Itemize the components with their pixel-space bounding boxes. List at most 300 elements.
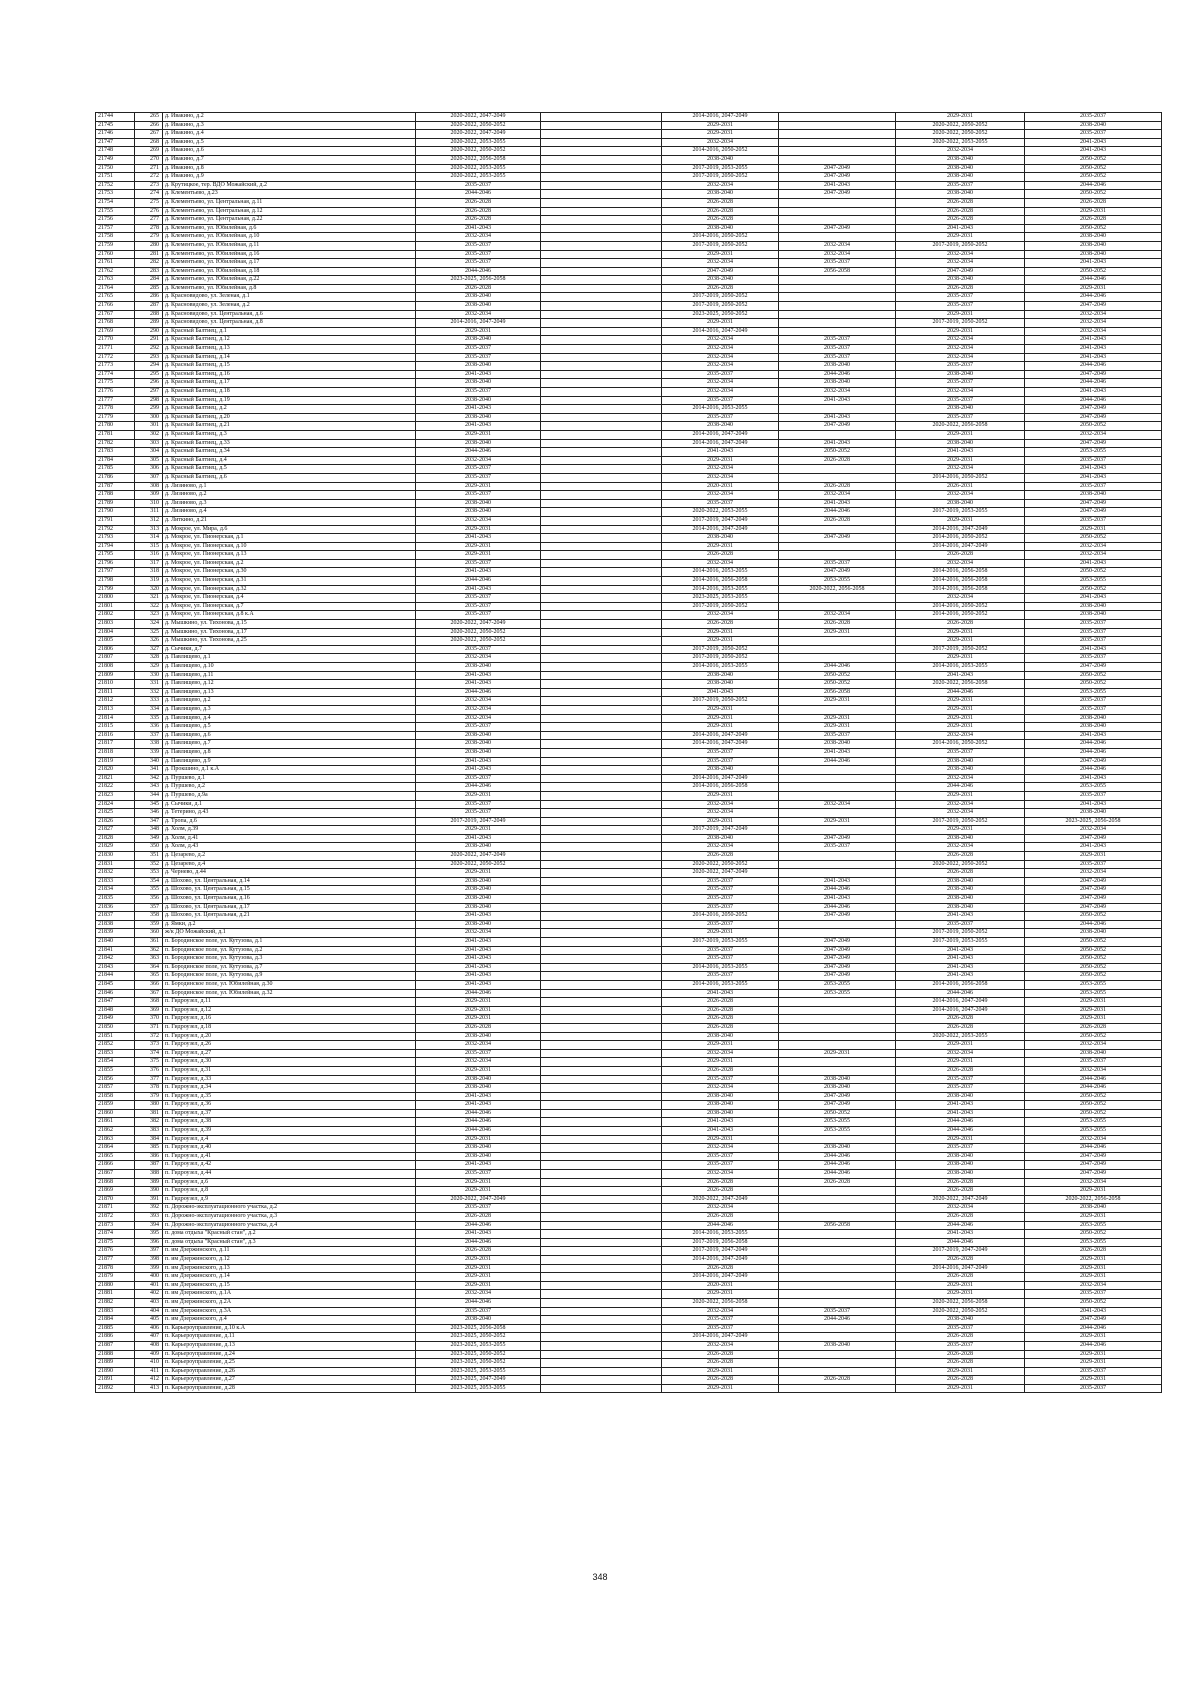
- period-3-cell: 2026-2028: [662, 216, 779, 225]
- period-1-cell: 2029-2031: [416, 551, 541, 560]
- table-row: [96, 1084, 1162, 1093]
- period-6-cell: 2032-2034: [1025, 310, 1162, 319]
- period-5-cell: 2035-2037: [896, 302, 1025, 311]
- period-2-cell: [541, 620, 662, 629]
- period-2-cell: [541, 963, 662, 972]
- address-cell: п. Дорожно-эксплуатационного участка, д.4: [163, 1221, 416, 1230]
- row-number-cell: 320: [135, 585, 163, 594]
- row-number-cell: 283: [135, 267, 163, 276]
- table-row: [96, 267, 1162, 276]
- address-cell: д. Мокрое, ул. Пионерская, д.10: [163, 542, 416, 551]
- period-6-cell: 2023-2025, 2056-2058: [1025, 817, 1162, 826]
- period-1-cell: 2029-2031: [416, 791, 541, 800]
- period-2-cell: [541, 1144, 662, 1153]
- row-id-cell: 21859: [96, 1101, 135, 1110]
- row-number-cell: 362: [135, 946, 163, 955]
- row-number-cell: 339: [135, 748, 163, 757]
- period-1-cell: 2044-2046: [416, 1118, 541, 1127]
- period-2-cell: [541, 164, 662, 173]
- period-4-cell: 2047-2049: [779, 955, 896, 964]
- period-2-cell: [541, 766, 662, 775]
- row-id-cell: 21830: [96, 852, 135, 861]
- period-2-cell: [541, 259, 662, 268]
- period-5-cell: 2032-2034: [896, 594, 1025, 603]
- period-5-cell: 2044-2046: [896, 989, 1025, 998]
- period-1-cell: 2038-2040: [416, 663, 541, 672]
- period-1-cell: 2044-2046: [416, 267, 541, 276]
- table-row: [96, 319, 1162, 328]
- period-3-cell: 2029-2031: [662, 714, 779, 723]
- table-row: [96, 525, 1162, 534]
- table-row: [96, 568, 1162, 577]
- period-4-cell: 2026-2028: [779, 456, 896, 465]
- period-2-cell: [541, 1324, 662, 1333]
- address-cell: д. Чернево, д.44: [163, 869, 416, 878]
- period-3-cell: 2017-2019, 2050-2052: [662, 654, 779, 663]
- row-id-cell: 21890: [96, 1367, 135, 1376]
- address-cell: д. Шохово, ул. Центральная, д.17: [163, 903, 416, 912]
- row-number-cell: 365: [135, 972, 163, 981]
- table-row: [96, 396, 1162, 405]
- period-6-cell: 2035-2037: [1025, 1384, 1162, 1393]
- period-3-cell: 2014-2016, 2050-2052: [662, 233, 779, 242]
- row-id-cell: 21781: [96, 430, 135, 439]
- address-cell: д. Тетерино, д.43: [163, 809, 416, 818]
- row-number-cell: 345: [135, 800, 163, 809]
- table-row: [96, 886, 1162, 895]
- period-4-cell: [779, 1204, 896, 1213]
- period-1-cell: 2041-2043: [416, 671, 541, 680]
- period-4-cell: 2038-2040: [779, 1075, 896, 1084]
- period-6-cell: 2050-2052: [1025, 422, 1162, 431]
- row-number-cell: 370: [135, 1015, 163, 1024]
- row-id-cell: 21764: [96, 284, 135, 293]
- row-number-cell: 331: [135, 680, 163, 689]
- period-3-cell: 2029-2031: [662, 130, 779, 139]
- row-number-cell: 387: [135, 1161, 163, 1170]
- period-5-cell: 2041-2043: [896, 912, 1025, 921]
- period-2-cell: [541, 577, 662, 586]
- period-1-cell: 2035-2037: [416, 250, 541, 259]
- period-3-cell: 2026-2028: [662, 1187, 779, 1196]
- period-6-cell: 2053-2055: [1025, 448, 1162, 457]
- period-1-cell: 2029-2031: [416, 1015, 541, 1024]
- period-4-cell: 2047-2049: [779, 190, 896, 199]
- period-5-cell: 2035-2037: [896, 413, 1025, 422]
- period-1-cell: 2038-2040: [416, 748, 541, 757]
- period-1-cell: 2041-2043: [416, 946, 541, 955]
- period-5-cell: 2029-2031: [896, 430, 1025, 439]
- period-2-cell: [541, 353, 662, 362]
- period-3-cell: 2029-2031: [662, 705, 779, 714]
- period-6-cell: 2038-2040: [1025, 1204, 1162, 1213]
- row-id-cell: 21754: [96, 198, 135, 207]
- period-6-cell: 2050-2052: [1025, 568, 1162, 577]
- period-1-cell: 2029-2031: [416, 525, 541, 534]
- period-3-cell: 2032-2034: [662, 1049, 779, 1058]
- row-id-cell: 21810: [96, 680, 135, 689]
- period-6-cell: 2053-2055: [1025, 688, 1162, 697]
- period-5-cell: 2035-2037: [896, 920, 1025, 929]
- table-row: [96, 207, 1162, 216]
- address-cell: п. Бородинское поле, ул. Юбилейная, д.32: [163, 989, 416, 998]
- period-1-cell: 2023-2025, 2050-2052: [416, 1359, 541, 1368]
- period-4-cell: [779, 293, 896, 302]
- period-1-cell: 2041-2043: [416, 370, 541, 379]
- row-id-cell: 21813: [96, 705, 135, 714]
- period-3-cell: 2035-2037: [662, 1152, 779, 1161]
- row-number-cell: 404: [135, 1307, 163, 1316]
- period-4-cell: 2026-2028: [779, 516, 896, 525]
- period-3-cell: 2020-2031: [662, 482, 779, 491]
- period-5-cell: 2017-2019, 2053-2055: [896, 938, 1025, 947]
- period-4-cell: 2047-2049: [779, 912, 896, 921]
- period-1-cell: 2032-2034: [416, 697, 541, 706]
- period-6-cell: 2044-2046: [1025, 1324, 1162, 1333]
- period-6-cell: 2038-2040: [1025, 714, 1162, 723]
- period-6-cell: 2050-2052: [1025, 1101, 1162, 1110]
- table-row: [96, 1307, 1162, 1316]
- address-cell: д. Красный Балтиец, д.21: [163, 422, 416, 431]
- period-1-cell: 2044-2046: [416, 1109, 541, 1118]
- period-4-cell: [779, 302, 896, 311]
- period-1-cell: 2035-2037: [416, 594, 541, 603]
- row-number-cell: 386: [135, 1152, 163, 1161]
- period-4-cell: 2035-2037: [779, 353, 896, 362]
- period-3-cell: 2032-2034: [662, 379, 779, 388]
- period-1-cell: 2038-2040: [416, 499, 541, 508]
- table-row: [96, 310, 1162, 319]
- period-2-cell: [541, 491, 662, 500]
- address-cell: д. Ивакино, д.2: [163, 113, 416, 122]
- period-1-cell: 2026-2028: [416, 216, 541, 225]
- period-4-cell: 2053-2055: [779, 1118, 896, 1127]
- period-6-cell: 2041-2043: [1025, 138, 1162, 147]
- row-id-cell: 21858: [96, 1092, 135, 1101]
- period-5-cell: 2026-2028: [896, 1066, 1025, 1075]
- period-3-cell: 2026-2028: [662, 1264, 779, 1273]
- period-6-cell: 2029-2031: [1025, 1255, 1162, 1264]
- period-1-cell: 2038-2040: [416, 293, 541, 302]
- address-cell: п. им Дзержинского, д.1А: [163, 1290, 416, 1299]
- period-5-cell: 2014-2016, 2056-2058: [896, 980, 1025, 989]
- period-4-cell: 2038-2040: [779, 1084, 896, 1093]
- period-6-cell: 2038-2040: [1025, 809, 1162, 818]
- period-2-cell: [541, 860, 662, 869]
- row-number-cell: 400: [135, 1273, 163, 1282]
- address-cell: д. Лизиново, д.4: [163, 508, 416, 517]
- row-id-cell: 21805: [96, 637, 135, 646]
- address-cell: д. Красный Балтиец, д.4: [163, 456, 416, 465]
- table-row: [96, 1152, 1162, 1161]
- table-row: [96, 190, 1162, 199]
- period-6-cell: 2029-2031: [1025, 525, 1162, 534]
- address-cell: д. Красный Балтиец, д.5: [163, 465, 416, 474]
- period-1-cell: 2035-2037: [416, 645, 541, 654]
- period-3-cell: 2017-2019, 2047-2049: [662, 1247, 779, 1256]
- table-row: [96, 516, 1162, 525]
- table-row: [96, 671, 1162, 680]
- period-3-cell: 2014-2016, 2047-2049: [662, 1255, 779, 1264]
- row-number-cell: 297: [135, 388, 163, 397]
- period-5-cell: 2014-2016, 2056-2058: [896, 577, 1025, 586]
- address-cell: п. Бородинское поле, ул. Кутузова, д.3: [163, 955, 416, 964]
- period-6-cell: 2020-2022, 2056-2058: [1025, 1195, 1162, 1204]
- address-cell: д. Павлищево, д.6: [163, 731, 416, 740]
- period-6-cell: 2032-2034: [1025, 327, 1162, 336]
- address-cell: п. Гидроузел, д.18: [163, 1023, 416, 1032]
- table-row: [96, 980, 1162, 989]
- period-6-cell: 2035-2037: [1025, 456, 1162, 465]
- row-number-cell: 355: [135, 886, 163, 895]
- period-1-cell: 2041-2043: [416, 963, 541, 972]
- row-number-cell: 296: [135, 379, 163, 388]
- period-5-cell: 2017-2019, 2050-2052: [896, 817, 1025, 826]
- period-4-cell: 2053-2055: [779, 980, 896, 989]
- address-cell: п. Карьероуправление, д.11: [163, 1333, 416, 1342]
- row-number-cell: 407: [135, 1333, 163, 1342]
- period-2-cell: [541, 456, 662, 465]
- period-2-cell: [541, 955, 662, 964]
- period-1-cell: 2020-2022, 2047-2049: [416, 1195, 541, 1204]
- row-number-cell: 397: [135, 1247, 163, 1256]
- period-1-cell: 2017-2019, 2047-2049: [416, 817, 541, 826]
- period-3-cell: 2032-2034: [662, 559, 779, 568]
- period-2-cell: [541, 1316, 662, 1325]
- row-number-cell: 324: [135, 620, 163, 629]
- period-2-cell: [541, 723, 662, 732]
- period-2-cell: [541, 508, 662, 517]
- address-cell: д. Мокрое, ул. Пионерская, д.8 к.А: [163, 611, 416, 620]
- period-6-cell: 2044-2046: [1025, 1341, 1162, 1350]
- row-number-cell: 366: [135, 980, 163, 989]
- table-row: [96, 637, 1162, 646]
- period-4-cell: [779, 602, 896, 611]
- period-4-cell: 2026-2028: [779, 620, 896, 629]
- period-1-cell: 2029-2031: [416, 327, 541, 336]
- period-1-cell: 2032-2034: [416, 705, 541, 714]
- period-3-cell: 2029-2031: [662, 929, 779, 938]
- period-1-cell: 2041-2043: [416, 422, 541, 431]
- period-3-cell: 2017-2019, 2050-2052: [662, 602, 779, 611]
- address-cell: п. дома отдыха "Красный стан", д.2: [163, 1230, 416, 1239]
- address-cell: п. Гидроузел, д.35: [163, 1092, 416, 1101]
- period-5-cell: 2014-2016, 2050-2052: [896, 602, 1025, 611]
- address-cell: п. Гидроузел, д.11: [163, 998, 416, 1007]
- period-4-cell: [779, 1273, 896, 1282]
- address-cell: п. Гидроузел, д.20: [163, 1032, 416, 1041]
- period-5-cell: 2038-2040: [896, 370, 1025, 379]
- row-number-cell: 318: [135, 568, 163, 577]
- table-row: [96, 1170, 1162, 1179]
- row-id-cell: 21795: [96, 551, 135, 560]
- period-2-cell: [541, 645, 662, 654]
- period-3-cell: 2035-2037: [662, 1316, 779, 1325]
- row-number-cell: 385: [135, 1144, 163, 1153]
- period-4-cell: [779, 920, 896, 929]
- address-cell: п. дома отдыха "Красный стан", д.3: [163, 1238, 416, 1247]
- row-id-cell: 21845: [96, 980, 135, 989]
- period-2-cell: [541, 216, 662, 225]
- period-3-cell: 2032-2034: [662, 465, 779, 474]
- period-5-cell: 2017-2019, 2050-2052: [896, 645, 1025, 654]
- period-5-cell: 2020-2022, 2056-2058: [896, 680, 1025, 689]
- row-id-cell: 21775: [96, 379, 135, 388]
- address-cell: д. Павлищево, д.8: [163, 748, 416, 757]
- period-3-cell: 2023-2025, 2053-2055: [662, 594, 779, 603]
- table-row: [96, 1032, 1162, 1041]
- row-number-cell: 301: [135, 422, 163, 431]
- period-4-cell: [779, 852, 896, 861]
- period-5-cell: 2026-2028: [896, 1333, 1025, 1342]
- address-cell: д. Крутицкое, тер. ВДО Можайский, д.2: [163, 181, 416, 190]
- period-2-cell: [541, 886, 662, 895]
- row-id-cell: 21839: [96, 929, 135, 938]
- period-6-cell: 2050-2052: [1025, 534, 1162, 543]
- period-6-cell: 2029-2031: [1025, 1006, 1162, 1015]
- period-1-cell: 2032-2034: [416, 516, 541, 525]
- period-1-cell: 2038-2040: [416, 413, 541, 422]
- period-2-cell: [541, 1281, 662, 1290]
- row-number-cell: 304: [135, 448, 163, 457]
- period-6-cell: 2035-2037: [1025, 637, 1162, 646]
- period-2-cell: [541, 1333, 662, 1342]
- table-row: [96, 645, 1162, 654]
- address-cell: п. Гидроузел, д.16: [163, 1015, 416, 1024]
- period-6-cell: 2047-2049: [1025, 1170, 1162, 1179]
- period-5-cell: 2026-2028: [896, 1376, 1025, 1385]
- period-6-cell: 2047-2049: [1025, 302, 1162, 311]
- table-row: [96, 345, 1162, 354]
- period-6-cell: 2050-2052: [1025, 164, 1162, 173]
- address-cell: п. им Дзержинского, д.3А: [163, 1307, 416, 1316]
- row-number-cell: 314: [135, 534, 163, 543]
- row-id-cell: 21806: [96, 645, 135, 654]
- row-number-cell: 269: [135, 147, 163, 156]
- row-number-cell: 367: [135, 989, 163, 998]
- period-5-cell: 2038-2040: [896, 1152, 1025, 1161]
- table-row: [96, 1023, 1162, 1032]
- row-id-cell: 21752: [96, 181, 135, 190]
- row-id-cell: 21866: [96, 1161, 135, 1170]
- period-5-cell: 2026-2028: [896, 1359, 1025, 1368]
- address-cell: д. Ивакино, д.8: [163, 164, 416, 173]
- period-3-cell: 2014-2016, 2056-2058: [662, 577, 779, 586]
- row-id-cell: 21878: [96, 1264, 135, 1273]
- period-6-cell: 2035-2037: [1025, 791, 1162, 800]
- period-6-cell: 2035-2037: [1025, 697, 1162, 706]
- period-4-cell: [779, 473, 896, 482]
- period-2-cell: [541, 946, 662, 955]
- period-2-cell: [541, 877, 662, 886]
- period-3-cell: 2032-2034: [662, 336, 779, 345]
- row-id-cell: 21865: [96, 1152, 135, 1161]
- period-3-cell: 2017-2019, 2047-2049: [662, 826, 779, 835]
- period-4-cell: [779, 1281, 896, 1290]
- period-5-cell: 2014-2016, 2050-2052: [896, 534, 1025, 543]
- period-5-cell: 2038-2040: [896, 834, 1025, 843]
- period-5-cell: 2029-2031: [896, 1281, 1025, 1290]
- period-5-cell: 2014-2016, 2047-2049: [896, 1006, 1025, 1015]
- table-row: [96, 1247, 1162, 1256]
- table-row: [96, 1109, 1162, 1118]
- period-3-cell: 2014-2016, 2053-2055: [662, 585, 779, 594]
- period-6-cell: 2038-2040: [1025, 723, 1162, 732]
- address-cell: д. Красновидово, ул. Центральная, д.8: [163, 319, 416, 328]
- address-cell: п. Гидроузел, д.12: [163, 1006, 416, 1015]
- period-3-cell: 2038-2040: [662, 1109, 779, 1118]
- table-row: [96, 1092, 1162, 1101]
- period-1-cell: 2035-2037: [416, 1204, 541, 1213]
- period-4-cell: 2029-2031: [779, 723, 896, 732]
- period-2-cell: [541, 1298, 662, 1307]
- period-5-cell: 2029-2031: [896, 1367, 1025, 1376]
- row-id-cell: 21791: [96, 516, 135, 525]
- row-number-cell: 311: [135, 508, 163, 517]
- row-id-cell: 21891: [96, 1376, 135, 1385]
- schedule-table-body: [96, 113, 1162, 1393]
- period-4-cell: [779, 869, 896, 878]
- period-5-cell: 2026-2028: [896, 1255, 1025, 1264]
- period-2-cell: [541, 1049, 662, 1058]
- period-3-cell: 2020-2022, 2050-2052: [662, 860, 779, 869]
- table-row: [96, 628, 1162, 637]
- row-number-cell: 413: [135, 1384, 163, 1393]
- address-cell: п. Гидроузел, д.42: [163, 1161, 416, 1170]
- row-id-cell: 21782: [96, 439, 135, 448]
- row-number-cell: 381: [135, 1109, 163, 1118]
- period-4-cell: 2032-2034: [779, 800, 896, 809]
- table-row: [96, 1341, 1162, 1350]
- table-row: [96, 1298, 1162, 1307]
- address-cell: д. Мокрое, ул. Мира, д.6: [163, 525, 416, 534]
- period-3-cell: 2032-2034: [662, 1204, 779, 1213]
- period-4-cell: 2044-2046: [779, 757, 896, 766]
- row-id-cell: 21797: [96, 568, 135, 577]
- row-id-cell: 21886: [96, 1333, 135, 1342]
- period-3-cell: 2014-2016, 2047-2049: [662, 1333, 779, 1342]
- table-row: [96, 1049, 1162, 1058]
- address-cell: д. Павлищево, д.10: [163, 663, 416, 672]
- period-1-cell: 2041-2043: [416, 766, 541, 775]
- row-number-cell: 313: [135, 525, 163, 534]
- period-1-cell: 2038-2040: [416, 1032, 541, 1041]
- row-number-cell: 291: [135, 336, 163, 345]
- period-4-cell: [779, 147, 896, 156]
- period-4-cell: [779, 121, 896, 130]
- period-1-cell: 2035-2037: [416, 1307, 541, 1316]
- address-cell: п. Гидроузел, д.8: [163, 1187, 416, 1196]
- address-cell: д. Мокрое, ул. Пионерская, д.2: [163, 559, 416, 568]
- row-id-cell: 21748: [96, 147, 135, 156]
- address-cell: д. Литкино, д.21: [163, 516, 416, 525]
- period-6-cell: 2053-2055: [1025, 1221, 1162, 1230]
- address-cell: д. Сычики, д.1: [163, 800, 416, 809]
- row-id-cell: 21761: [96, 259, 135, 268]
- period-2-cell: [541, 181, 662, 190]
- address-cell: д. Клементьево, ул. Юбилейная, д.18: [163, 267, 416, 276]
- period-1-cell: 2041-2043: [416, 405, 541, 414]
- address-cell: п. Гидроузел, д.34: [163, 1084, 416, 1093]
- period-4-cell: [779, 1298, 896, 1307]
- period-5-cell: 2038-2040: [896, 895, 1025, 904]
- row-id-cell: 21789: [96, 499, 135, 508]
- period-4-cell: 2044-2046: [779, 1170, 896, 1179]
- period-3-cell: 2029-2031: [662, 1367, 779, 1376]
- period-6-cell: 2047-2049: [1025, 439, 1162, 448]
- period-5-cell: 2035-2037: [896, 1144, 1025, 1153]
- period-1-cell: 2038-2040: [416, 508, 541, 517]
